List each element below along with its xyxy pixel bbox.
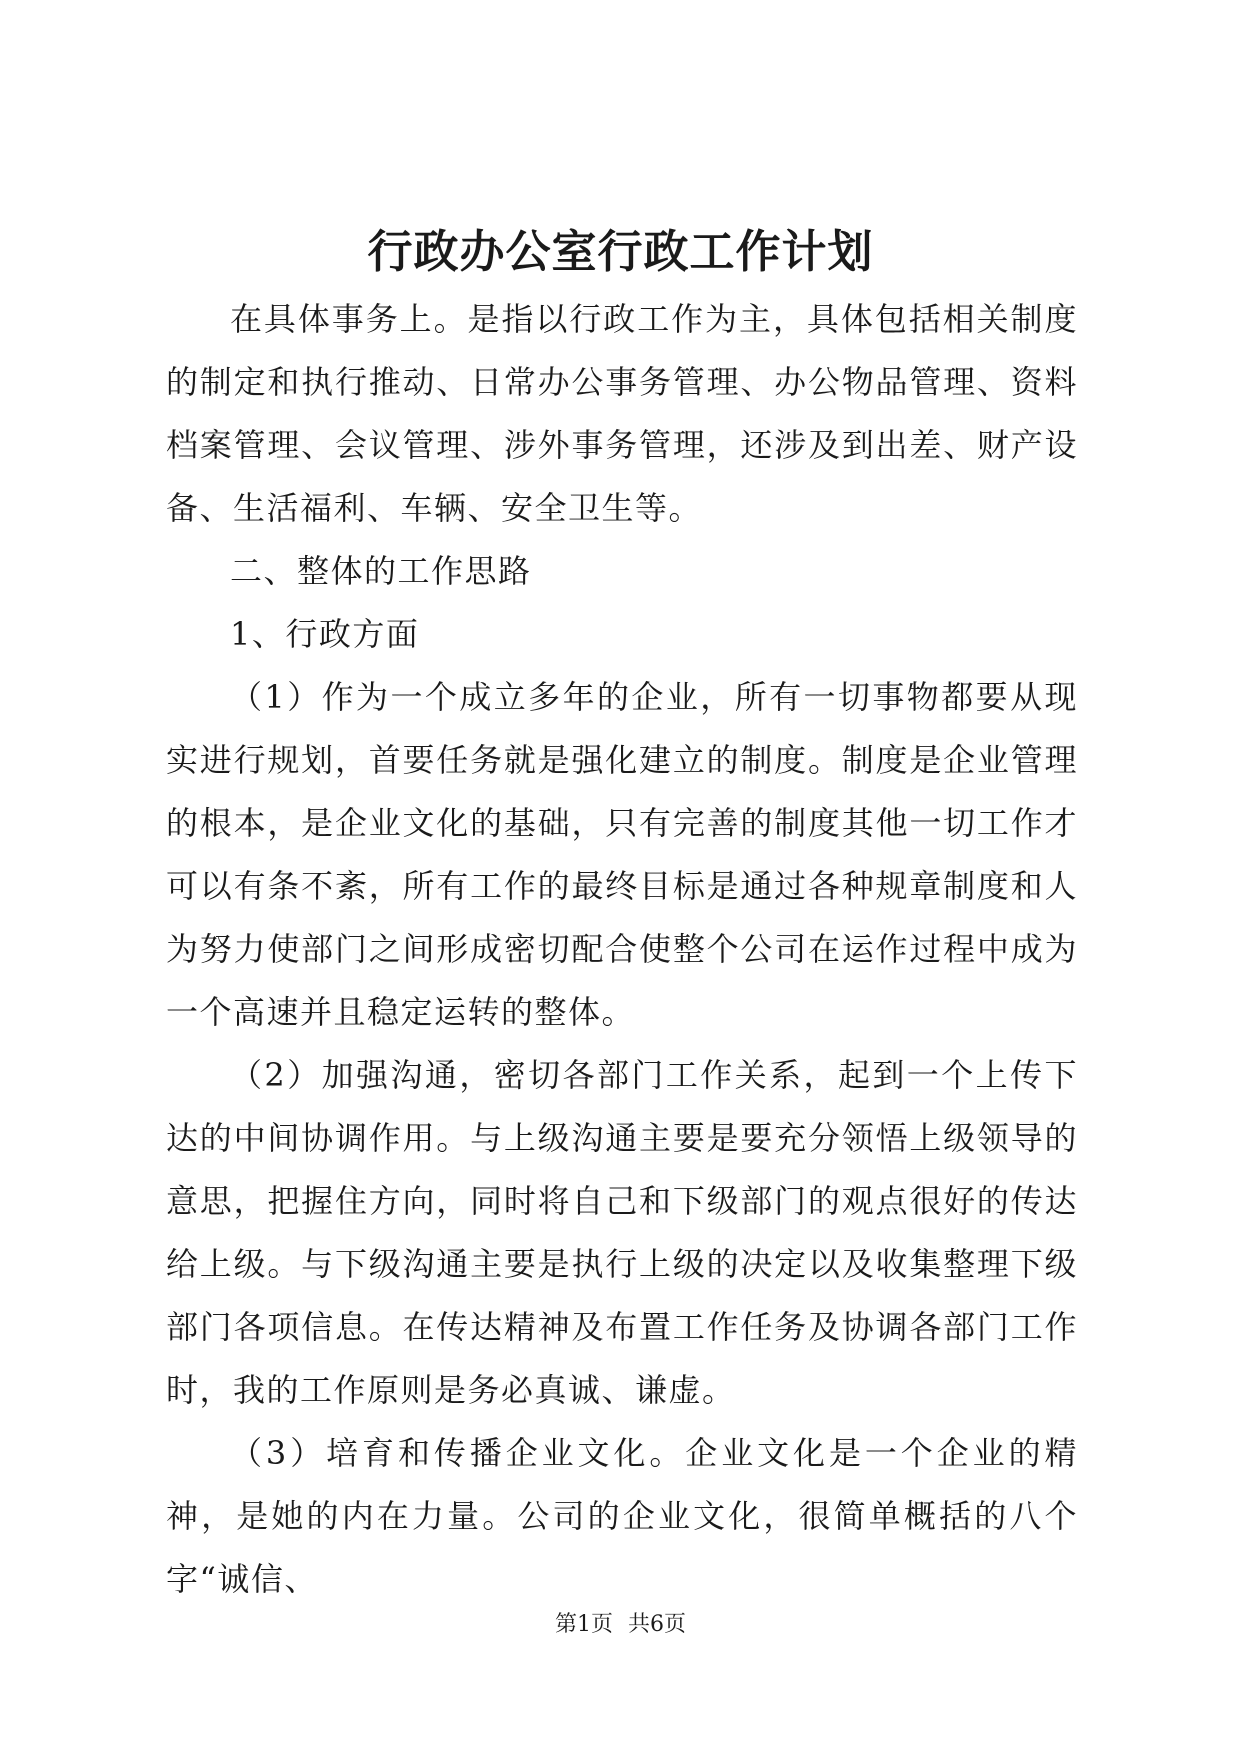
section-heading: 二、整体的工作思路 [230, 552, 532, 590]
document-body [166, 288, 1078, 1611]
page-total: 共6页 [628, 1612, 686, 1637]
paragraph: （2）加强沟通，密切各部门工作关系，起到一个上传下达的中间协调作用。与上级沟通主要是要充分领悟上级领导的意思，把握住方向，同时将自己和下级部门的观点很好的传达给上级。与下级沟通主要是执行上级的决定以及收集整理下级部门各项信息。在传达精神及布置工作任务及协调各部门工作时，我的工作原则是务必真诚、谦虚。 [166, 1056, 1078, 1409]
paragraph: 在具体事务上。是指以行政工作为主，具体包括相关制度的制定和执行推动、日常办公事务管理、办公物品管理、资料档案管理、会议管理、涉外事务管理，还涉及到出差、财产设备、生活福利、车辆、安全卫生等。 [166, 300, 1078, 527]
document-title: 行政办公室行政工作计划 [367, 225, 874, 278]
page-number: 第1页 [555, 1612, 613, 1637]
page-footer [0, 1610, 1241, 1640]
subsection-heading: 1、行政方面 [230, 615, 420, 653]
paragraph: （1）作为一个成立多年的企业，所有一切事物都要从现实进行规划，首要任务就是强化建立的制度。制度是企业管理的根本，是企业文化的基础，只有完善的制度其他一切工作才可以有条不紊，所有工作的最终目标是通过各种规章制度和人为努力使部门之间形成密切配合使整个公司在运作过程中成为一个高速并且稳定运转的整体。 [166, 678, 1078, 1031]
paragraph: （3）培育和传播企业文化。企业文化是一个企业的精神，是她的内在力量。公司的企业文化，很简单概括的八个字“诚信、 [166, 1434, 1078, 1598]
